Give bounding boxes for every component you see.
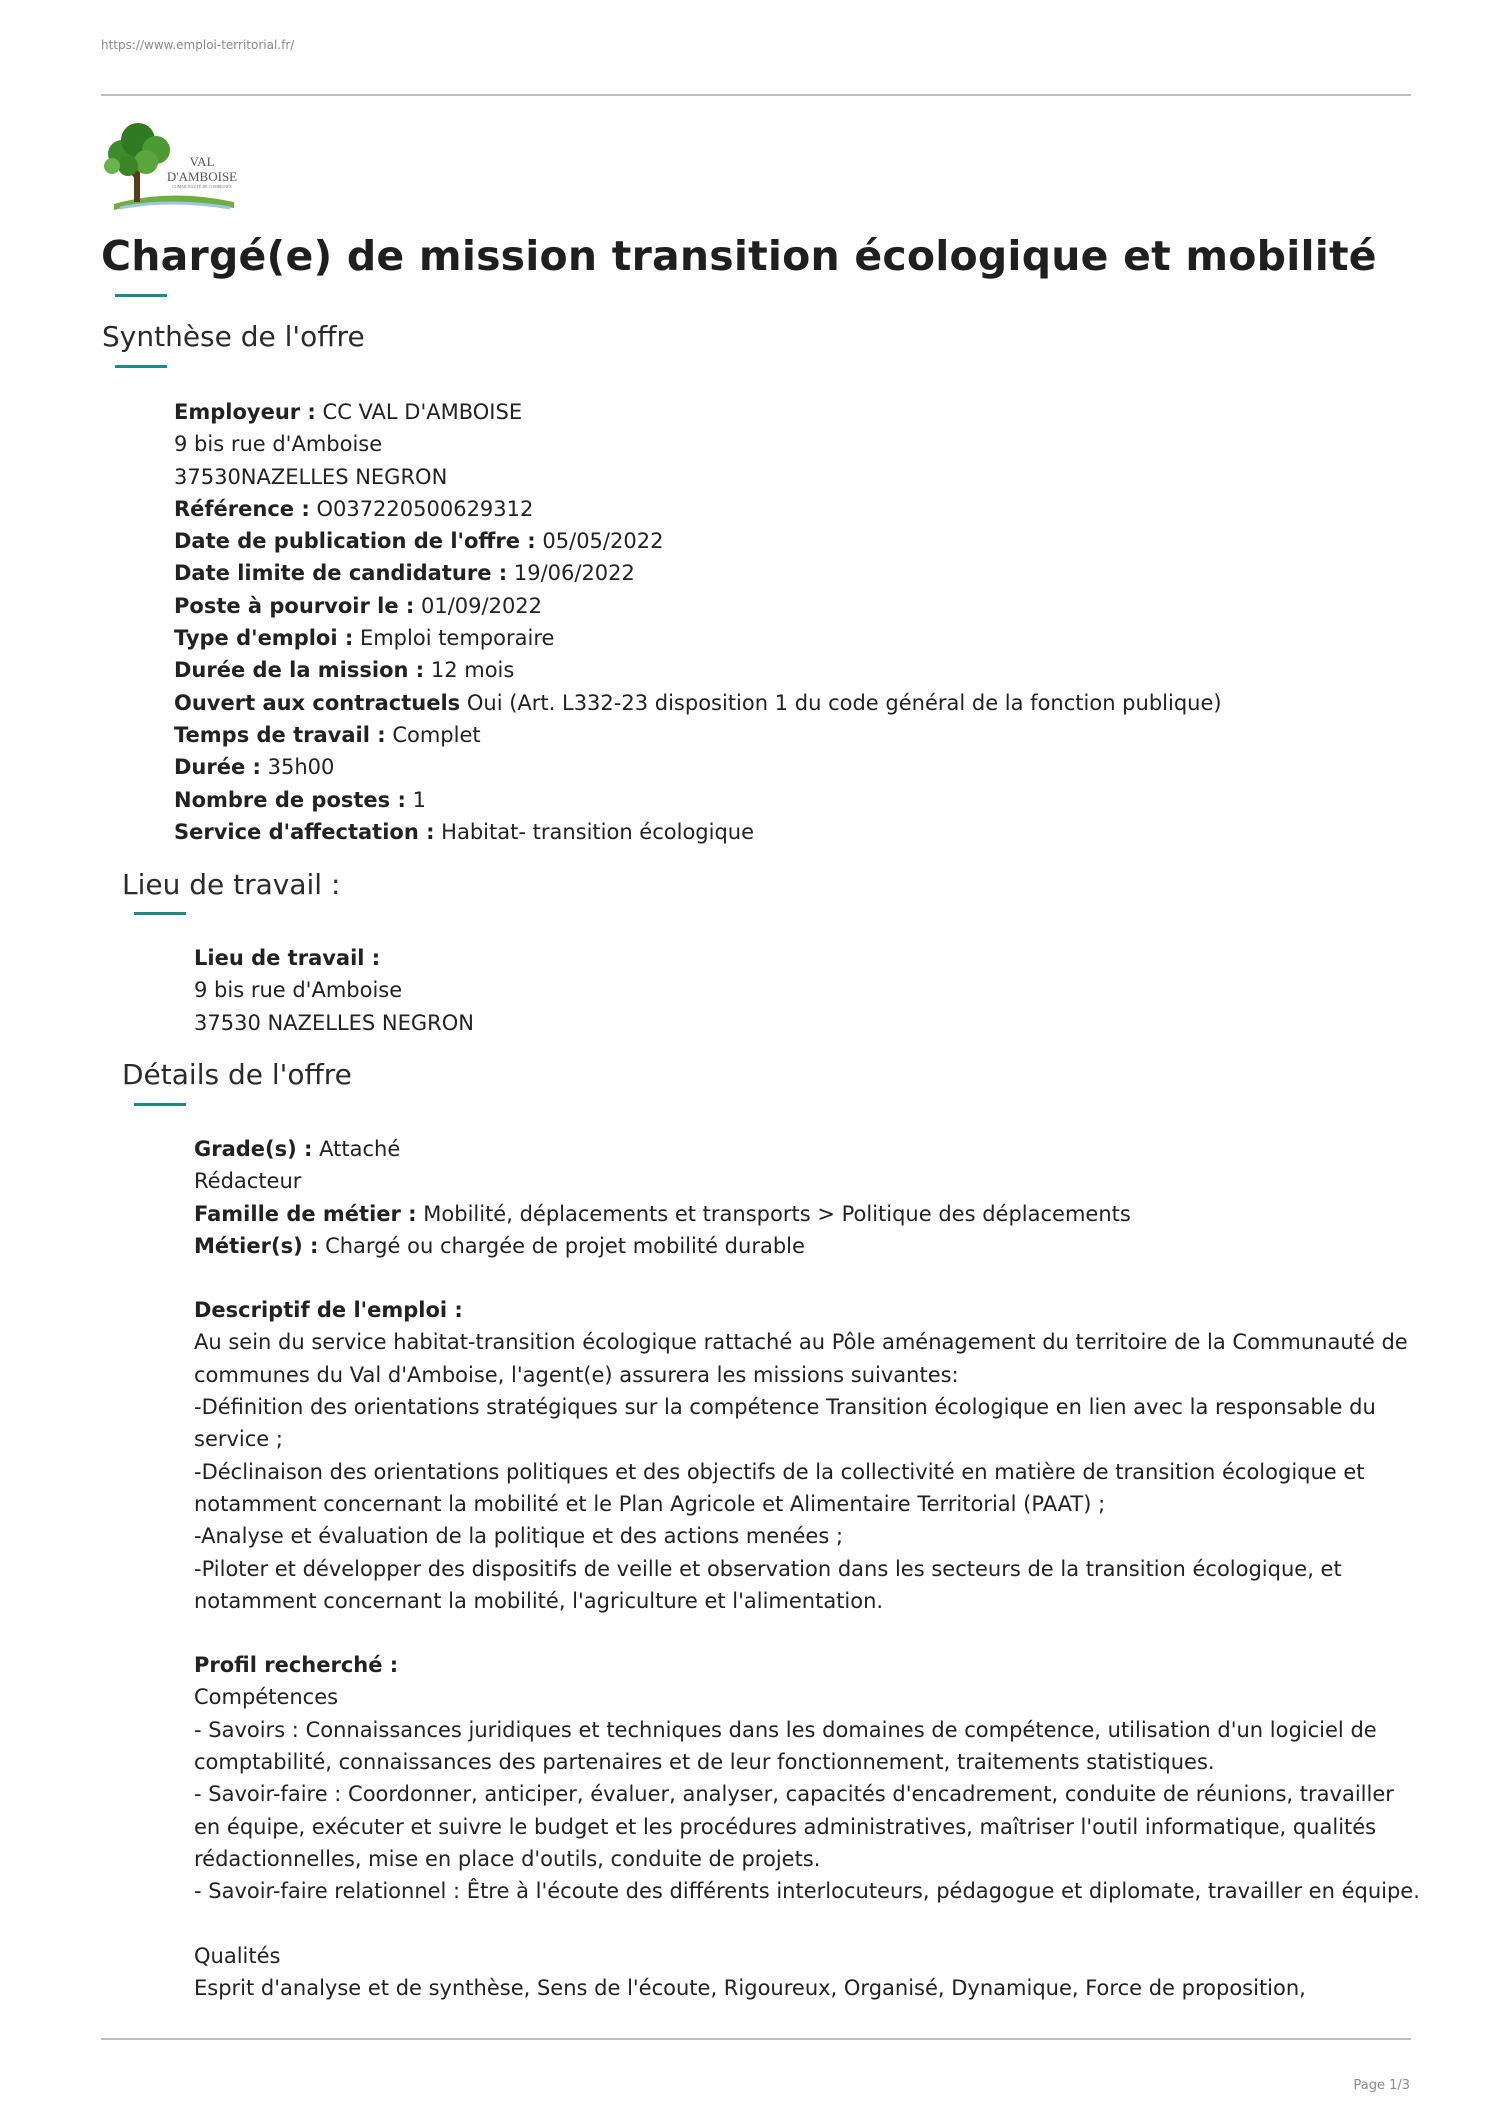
employer-value: CC VAL D'AMBOISE	[322, 400, 523, 424]
synthese-field-row	[174, 493, 1222, 525]
synthese-field-row	[174, 751, 1222, 783]
logo-text-val: VAL	[189, 154, 215, 169]
field-label: Temps de travail :	[174, 722, 386, 747]
profil-label: Profil recherché :	[194, 1653, 399, 1678]
details-block	[194, 1133, 1420, 2004]
descriptif-line: Au sein du service habitat-transition écologique rattaché au Pôle aménagement du territoire de la Communauté de	[194, 1330, 1408, 1355]
synthese-field-row	[174, 784, 1222, 816]
field-label: Ouvert aux contractuels	[174, 690, 461, 715]
synthese-field-row	[174, 590, 1222, 622]
field-label: Durée de la mission :	[174, 658, 425, 683]
synthese-field-row	[174, 816, 1222, 848]
field-label: Poste à pourvoir le :	[174, 593, 415, 618]
employer-address-line1: 9 bis rue d'Amboise	[174, 432, 383, 457]
lieu-address-line1: 9 bis rue d'Amboise	[194, 978, 403, 1003]
descriptif-label: Descriptif de l'emploi :	[194, 1298, 463, 1323]
famille-value: Mobilité, déplacements et transports > Politique des déplacements	[423, 1201, 1131, 1226]
descriptif-line: -Déclinaison des orientations politiques et des objectifs de la collectivité en matière de transition écologique et	[194, 1459, 1365, 1484]
employer-address-line2: 37530NAZELLES NEGRON	[174, 464, 448, 489]
synthese-field-row	[174, 719, 1222, 751]
field-label: Référence :	[174, 496, 310, 521]
grades-value-2: Rédacteur	[194, 1169, 302, 1194]
field-value: 12 mois	[430, 658, 515, 683]
profil-line: en équipe, exécuter et suivre le budget et les procédures administratives, maîtriser l'outil informatique, qualités	[194, 1814, 1377, 1839]
descriptif-line: communes du Val d'Amboise, l'agent(e) assurera les missions suivantes:	[194, 1362, 959, 1387]
synthese-underline	[115, 365, 167, 368]
source-url: https://www.emploi-territorial.fr/	[101, 38, 295, 52]
top-divider	[101, 94, 1411, 96]
qualites-line: Esprit d'analyse et de synthèse, Sens de l'écoute, Rigoureux, Organisé, Dynamique, Force de proposition,	[194, 1975, 1306, 2000]
lieu-label: Lieu de travail :	[194, 946, 381, 970]
details-underline	[134, 1103, 186, 1106]
details-heading: Détails de l'offre	[122, 1058, 352, 1091]
val-damboise-logo	[100, 118, 240, 214]
lieu-underline	[134, 912, 186, 915]
grades-label: Grade(s) :	[194, 1137, 313, 1161]
field-value: Habitat- transition écologique	[441, 819, 755, 844]
page-number: Page 1/3	[1353, 2078, 1410, 2093]
field-value: Emploi temporaire	[359, 626, 555, 651]
field-value: Oui (Art. L332-23 disposition 1 du code général de la fonction publique)	[466, 690, 1222, 715]
lieu-heading: Lieu de travail :	[122, 868, 341, 901]
synthese-field-row	[174, 654, 1222, 686]
field-value: Complet	[392, 722, 481, 747]
field-value: 35h00	[267, 755, 335, 780]
field-label: Durée :	[174, 755, 261, 780]
lieu-address-line2: 37530 NAZELLES NEGRON	[194, 1010, 474, 1035]
field-value: 19/06/2022	[513, 561, 635, 586]
field-label: Service d'affectation :	[174, 819, 435, 844]
lieu-block	[194, 942, 474, 1039]
profil-line: comptabilité, connaissances des partenaires et de leur fonctionnement, traitements statistiques.	[194, 1750, 1215, 1775]
field-value: 1	[412, 787, 426, 812]
descriptif-line: service ;	[194, 1427, 283, 1452]
descriptif-line: notamment concernant la mobilité et le Plan Agricole et Alimentaire Territorial (PAAT) ;	[194, 1491, 1106, 1516]
descriptif-line: notamment concernant la mobilité, l'agriculture et l'alimentation.	[194, 1588, 884, 1613]
synthese-field-row	[174, 687, 1222, 719]
logo-text-damboise: D'AMBOISE	[166, 169, 238, 184]
synthese-field-row	[174, 525, 1222, 557]
field-value: 01/09/2022	[420, 593, 543, 618]
synthese-field-row	[174, 557, 1222, 589]
synthese-field-row	[174, 622, 1222, 654]
grades-value: Attaché	[319, 1137, 401, 1161]
logo-tagline: COMMUNAUTÉ DE COMMUNES	[172, 184, 232, 189]
title-underline	[115, 294, 167, 297]
synthese-heading: Synthèse de l'offre	[102, 320, 365, 353]
descriptif-line: -Piloter et développer des dispositifs de veille et observation dans les secteurs de la transition écologique, et	[194, 1556, 1342, 1581]
field-value: 05/05/2022	[542, 529, 664, 554]
profil-line: rédactionnelles, mise en place d'outils, conduite de projets.	[194, 1846, 821, 1871]
profil-line: - Savoirs : Connaissances juridiques et techniques dans les domaines de compétence, utilisation d'un logiciel de	[194, 1717, 1377, 1742]
synthese-block	[174, 396, 1222, 848]
descriptif-line: -Définition des orientations stratégiques sur la compétence Transition écologique en lien avec la responsable du	[194, 1395, 1376, 1420]
field-value: O037220500629312	[316, 496, 534, 521]
page-title: Chargé(e) de mission transition écologique et mobilité	[101, 232, 1377, 280]
descriptif-line: -Analyse et évaluation de la politique et des actions menées ;	[194, 1524, 844, 1549]
metier-value: Chargé ou chargée de projet mobilité durable	[325, 1233, 805, 1258]
profil-line: - Savoir-faire : Coordonner, anticiper, évaluer, analyser, capacités d'encadrement, conduite de réunions, travailler	[194, 1782, 1394, 1807]
field-label: Nombre de postes :	[174, 787, 406, 812]
field-label: Type d'emploi :	[174, 626, 354, 651]
profil-line: - Savoir-faire relationnel : Être à l'écoute des différents interlocuteurs, pédagogue et diplomate, travailler en équipe.	[194, 1879, 1420, 1904]
profil-line: Compétences	[194, 1685, 339, 1710]
famille-label: Famille de métier :	[194, 1201, 417, 1226]
bottom-divider	[101, 2038, 1411, 2040]
metier-label: Métier(s) :	[194, 1233, 319, 1258]
employer-label: Employeur :	[174, 400, 316, 424]
field-label: Date limite de candidature :	[174, 561, 508, 586]
qualites-label: Qualités	[194, 1943, 281, 1968]
field-label: Date de publication de l'offre :	[174, 529, 536, 554]
